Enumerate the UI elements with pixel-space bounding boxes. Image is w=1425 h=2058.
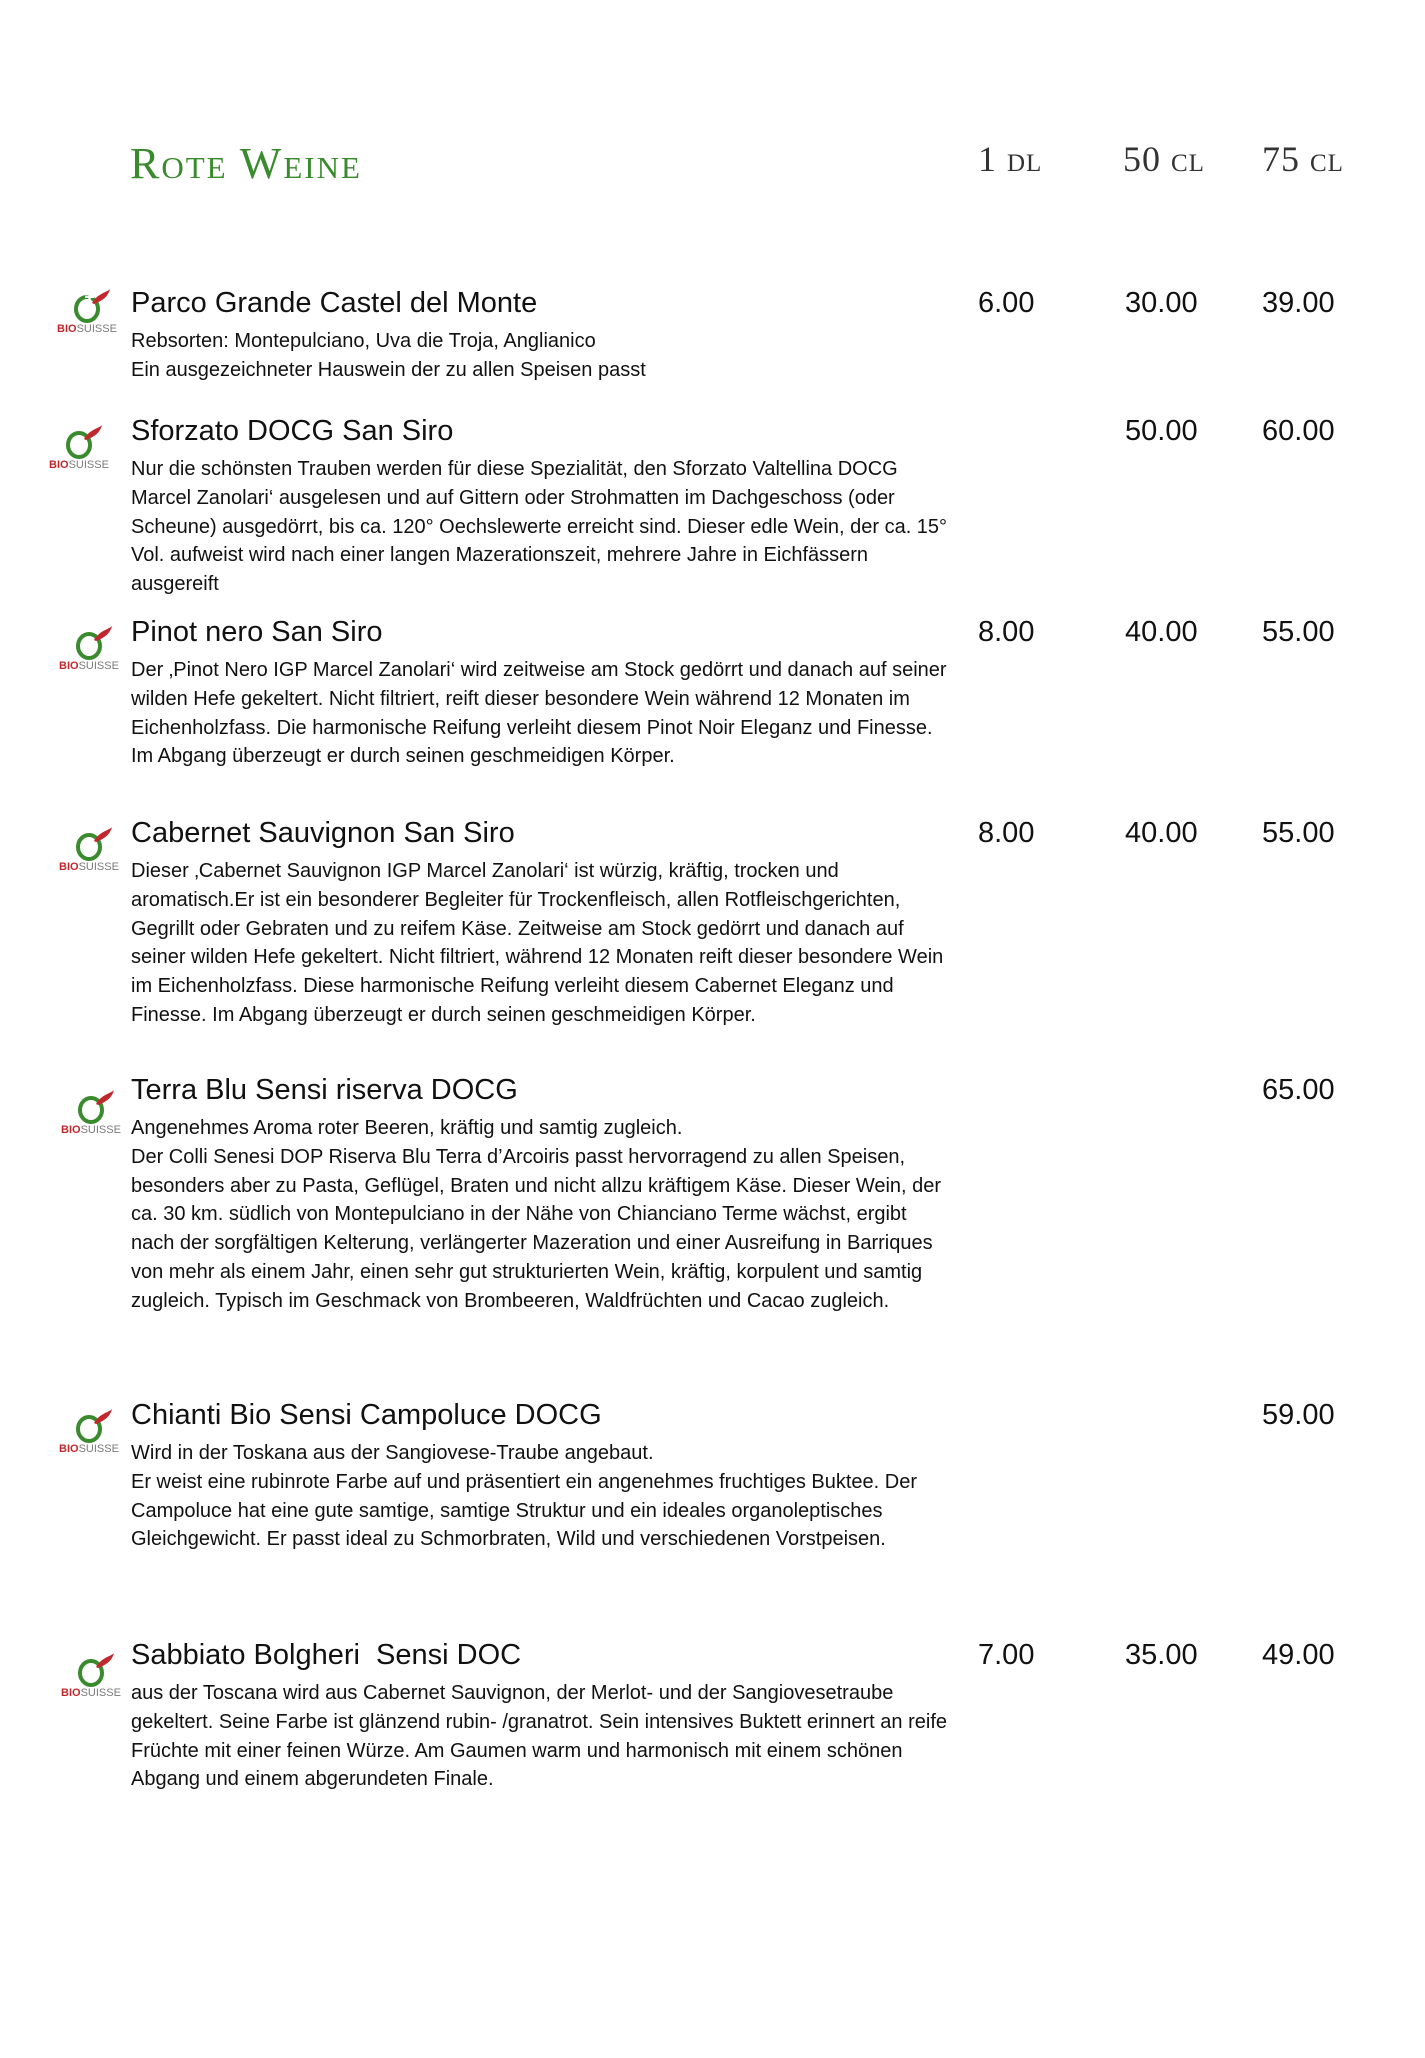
wine-name: Cabernet Sauvignon San Siro	[131, 817, 515, 849]
price-75cl: 60.00	[1262, 415, 1335, 447]
biosuisse-logo-icon: BIOSUISSE	[56, 1651, 126, 1711]
price-75cl: 39.00	[1262, 287, 1335, 319]
price-50cl: 40.00	[1125, 616, 1198, 648]
column-header-1dl: 1 dl	[978, 139, 1043, 179]
price-75cl: 49.00	[1262, 1639, 1335, 1671]
price-50cl: 35.00	[1125, 1639, 1198, 1671]
price-75cl: 55.00	[1262, 616, 1335, 648]
wine-description: Rebsorten: Montepulciano, Uva die Troja, Anglianico Ein ausgezeichneter Hauswein der zu allen Speisen passt	[131, 330, 646, 381]
biosuisse-logo-icon: BIOSUISSE	[56, 1088, 126, 1148]
price-50cl: 40.00	[1125, 817, 1198, 849]
price-1dl: 8.00	[978, 616, 1035, 648]
column-header-50cl: 50 cl	[1123, 139, 1205, 179]
column-header-75cl: 75 cl	[1262, 139, 1344, 179]
price-75cl: 65.00	[1262, 1074, 1335, 1106]
price-1dl: 7.00	[978, 1639, 1035, 1671]
wine-name: Terra Blu Sensi riserva DOCG	[131, 1074, 518, 1106]
wine-name: Sforzato DOCG San Siro	[131, 415, 454, 447]
price-1dl: 8.00	[978, 817, 1035, 849]
biosuisse-logo-icon: BIOSUISSE	[52, 287, 122, 347]
price-50cl: 30.00	[1125, 287, 1198, 319]
wine-name: Chianti Bio Sensi Campoluce DOCG	[131, 1399, 602, 1431]
biosuisse-logo-icon: BIOSUISSE	[54, 825, 124, 885]
wine-name: Sabbiato Bolgheri Sensi DOC	[131, 1639, 522, 1671]
wine-description: aus der Toscana wird aus Cabernet Sauvignon, der Merlot- und der Sangiovesetraube gekeltert. Seine Farbe ist glänzend rubin- /granatrot. Sein intensives Buktett erinnert an reife Früchte mit einer feinen Würze. Am Gaumen warm und harmonisch mit einem schönen Abgang und einem abgerundeten Finale.	[131, 1682, 948, 1791]
wine-name: Parco Grande Castel del Monte	[131, 287, 538, 319]
price-1dl: 6.00	[978, 287, 1035, 319]
wine-name: Pinot nero San Siro	[131, 616, 383, 648]
wine-description: Der ‚Pinot Nero IGP Marcel Zanolari‘ wird zeitweise am Stock gedörrt und danach auf seiner wilden Hefe gekeltert. Nicht filtriert, reift dieser besondere Wein während 12 Monaten im Eichenholzfass. Die harmonische Reifung verleiht diesem Pinot Noir Eleganz und Finesse. Im Abgang überzeugt er durch seinen geschmeidigen Körper.	[131, 659, 947, 768]
wine-description: Nur die schönsten Trauben werden für diese Spezialität, den Sforzato Valtellina DOCG Marcel Zanolari‘ ausgelesen und auf Gittern oder Strohmatten im Dachgeschoss (oder Scheune) ausgedörrt, bis ca. 120° Oechslewerte erreicht sind. Dieser edle Wein, der ca. 15° Vol. aufweist wird nach einer langen Mazerationszeit, mehrere Jahre in Eichfässern ausgereift	[131, 458, 948, 596]
wine-description: Dieser ‚Cabernet Sauvignon IGP Marcel Zanolari‘ ist würzig, kräftig, trocken und aromatisch.Er ist ein besonderer Begleiter für Trockenfleisch, allen Rotfleischgerichten, Gegrillt oder Gebraten und zu reifem Käse. Zeitweise am Stock gedörrt und danach auf seiner wilden Hefe gekeltert. Nicht filtriert, während 12 Monaten reift dieser besondere Wein im Eichenholzfass. Diese harmonische Reifung verleiht diesem Cabernet Eleganz und Finesse. Im Abgang überzeugt er durch seinen geschmeidigen Körper.	[131, 860, 944, 1026]
biosuisse-logo-icon: BIOSUISSE	[44, 423, 114, 483]
biosuisse-logo-icon: BIOSUISSE	[54, 1407, 124, 1467]
wine-description: Angenehmes Aroma roter Beeren, kräftig und samtig zugleich. Der Colli Senesi DOP Riserva Blu Terra d’Arcoiris passt hervorragend zu allen Speisen, besonders aber zu Pasta, Geflügel, Braten und nicht allzu kräftigem Käse. Dieser Wein, der ca. 30 km. südlich von Montepulciano in der Nähe von Chianciano Terme wächst, ergibt nach der sorgfältigen Kelterung, verlängerter Mazeration und einer Ausreifung in Barriques von mehr als einem Jahr, einen sehr gut strukturierten Wein, kräftig, korpulent und samtig zugleich. Typisch im Geschmack von Brombeeren, Waldfrüchten und Cacao zugleich.	[131, 1117, 942, 1312]
price-50cl: 50.00	[1125, 415, 1198, 447]
price-75cl: 59.00	[1262, 1399, 1335, 1431]
price-75cl: 55.00	[1262, 817, 1335, 849]
wine-description: Wird in der Toskana aus der Sangiovese-Traube angebaut. Er weist eine rubinrote Farbe auf und präsentiert ein angenehmes fruchtiges Buktee. Der Campoluce hat eine gute samtige, samtige Struktur und ein ideales organoleptisches Gleichgewicht. Er passt ideal zu Schmorbraten, Wild und verschiedenen Vorstpeisen.	[131, 1442, 917, 1551]
biosuisse-logo-icon: BIOSUISSE	[54, 624, 124, 684]
page-title: Rote Weine	[130, 139, 362, 188]
